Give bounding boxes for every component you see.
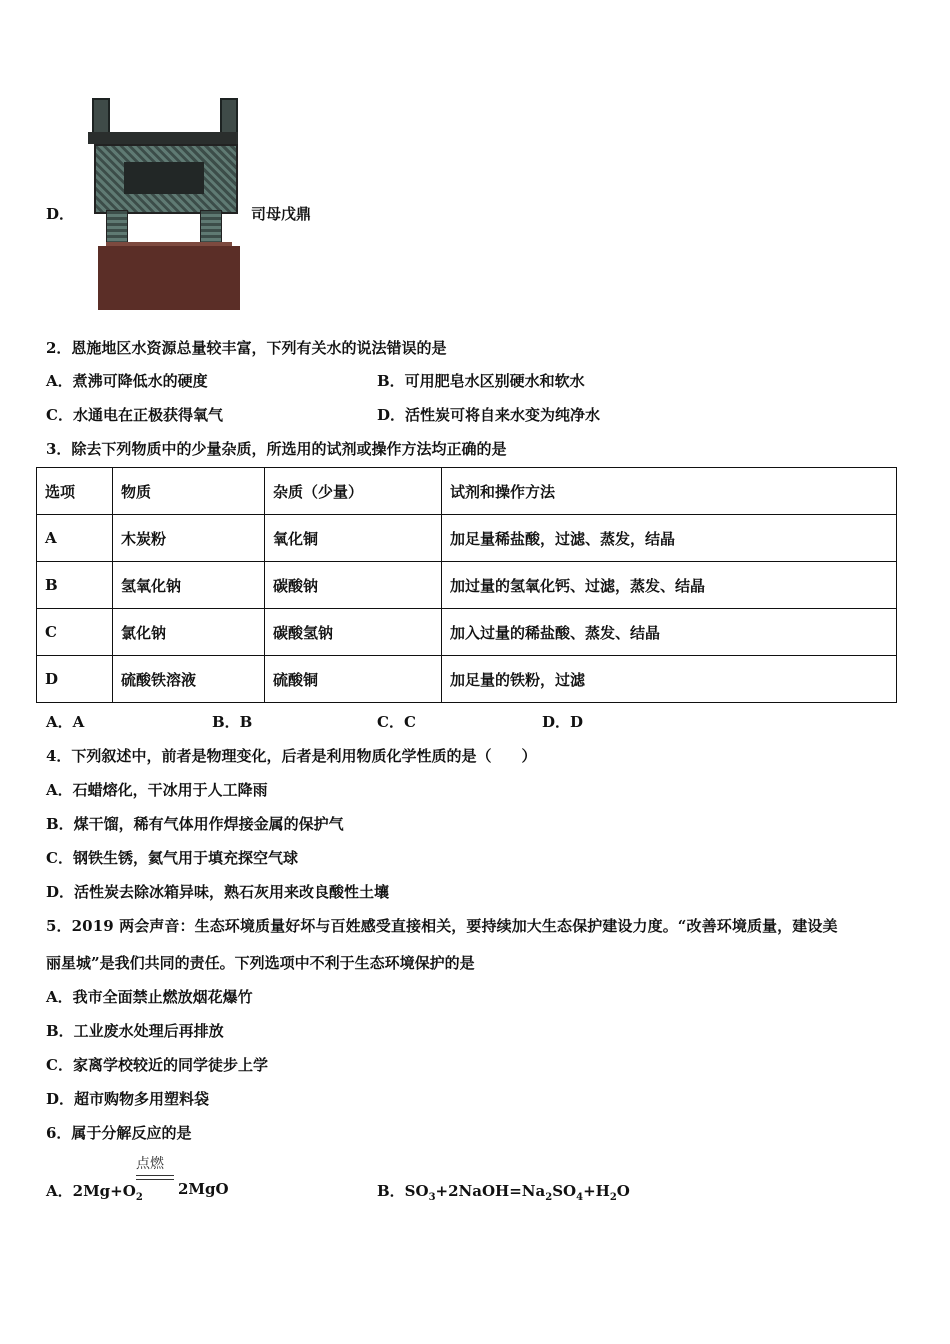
q6-option-a-subscript: 2 — [135, 1192, 143, 1203]
q2-option-a: A．煮沸可降低水的硬度 — [46, 372, 208, 390]
q6-option-b: B．$SO_3+2NaOH=Na_2SO_4+H_2O$ — [377, 1182, 630, 1203]
table-cell: 氯化钠 — [113, 609, 265, 656]
q6-option-a-product: 2MgO — [178, 1180, 229, 1198]
q1-option-d-letter: D． — [46, 205, 75, 223]
table-header-cell: 杂质（少量） — [265, 468, 442, 515]
table-cell: 氧化铜 — [265, 515, 442, 562]
table-cell: 碳酸钠 — [265, 562, 442, 609]
table-cell: 木炭粉 — [113, 515, 265, 562]
q3-option-c: C．C — [377, 713, 416, 731]
q1-option-d-caption: 司母戊鼎 — [251, 205, 312, 223]
q3-stem: 3．除去下列物质中的少量杂质，所选用的试剂或操作方法均正确的是 — [46, 440, 507, 458]
table-cell: 加足量稀盐酸，过滤、蒸发，结晶 — [442, 515, 897, 562]
table-row — [37, 609, 897, 656]
table-header-cell: 选项 — [37, 468, 113, 515]
q2-option-b: B．可用肥皂水区别硬水和软水 — [377, 372, 585, 390]
q4-option-a: A．石蜡熔化，干冰用于人工降雨 — [46, 781, 268, 799]
table-header-cell: 物质 — [113, 468, 265, 515]
q4-option-b: B．煤干馏，稀有气体用作焊接金属的保护气 — [46, 815, 344, 833]
table-cell: 加足量的铁粉，过滤 — [442, 656, 897, 703]
table-cell: 硫酸铜 — [265, 656, 442, 703]
q2-option-c: C．水通电在正极获得氧气 — [46, 406, 223, 424]
q3-option-d: D．D — [542, 713, 584, 731]
table-header-row — [37, 468, 897, 515]
table-row — [37, 656, 897, 703]
q5-stem-line1: 5．2019 两会声音：生态环境质量好坏与百姓感受直接相关，要持续加大生态保护建设力度。“改善环境质量，建设美 — [46, 917, 838, 935]
table-row — [37, 515, 897, 562]
table-cell: C — [37, 609, 113, 656]
q4-stem: 4．下列叙述中，前者是物理变化，后者是利用物质化学性质的是（ ） — [46, 747, 537, 765]
table-cell: D — [37, 656, 113, 703]
q5-option-d: D．超市购物多用塑料袋 — [46, 1090, 210, 1108]
q5-option-a: A．我市全面禁止燃放烟花爆竹 — [46, 988, 253, 1006]
table-cell: 加过量的氢氧化钙、过滤，蒸发、结晶 — [442, 562, 897, 609]
table-cell: 加入过量的稀盐酸、蒸发、结晶 — [442, 609, 897, 656]
table-cell: 碳酸氢钠 — [265, 609, 442, 656]
q6-reaction-condition: 点燃 — [136, 1156, 164, 1172]
table-cell: 氢氧化钠 — [113, 562, 265, 609]
q3-option-b: B．B — [212, 713, 253, 731]
table-header-cell: 试剂和操作方法 — [442, 468, 897, 515]
q4-option-d: D．活性炭去除冰箱异味，熟石灰用来改良酸性土壤 — [46, 883, 390, 901]
q4-option-c: C．钢铁生锈，氦气用于填充探空气球 — [46, 849, 298, 867]
q6-option-a-reactants — [46, 1180, 143, 1203]
q6-stem: 6．属于分解反应的是 — [46, 1124, 192, 1142]
q6-reaction-equals-bar — [136, 1175, 174, 1180]
q5-option-b: B．工业废水处理后再排放 — [46, 1022, 224, 1040]
table-row — [37, 562, 897, 609]
table-cell: 硫酸铁溶液 — [113, 656, 265, 703]
q2-option-d: D．活性炭可将自来水变为纯净水 — [377, 406, 601, 424]
table-cell: B — [37, 562, 113, 609]
q5-stem-line2: 丽星城”是我们共同的责任。下列选项中不利于生态环境保护的是 — [46, 954, 475, 972]
q6-option-a-prefix: A．2Mg+O — [46, 1182, 136, 1200]
q5-option-c: C．家离学校较近的同学徒步上学 — [46, 1056, 268, 1074]
simuwu-ding-image — [84, 98, 244, 314]
q3-option-a: A．A — [46, 713, 85, 731]
table-cell: A — [37, 515, 113, 562]
q3-table — [36, 467, 897, 703]
q2-stem: 2．恩施地区水资源总量较丰富，下列有关水的说法错误的是 — [46, 339, 447, 357]
